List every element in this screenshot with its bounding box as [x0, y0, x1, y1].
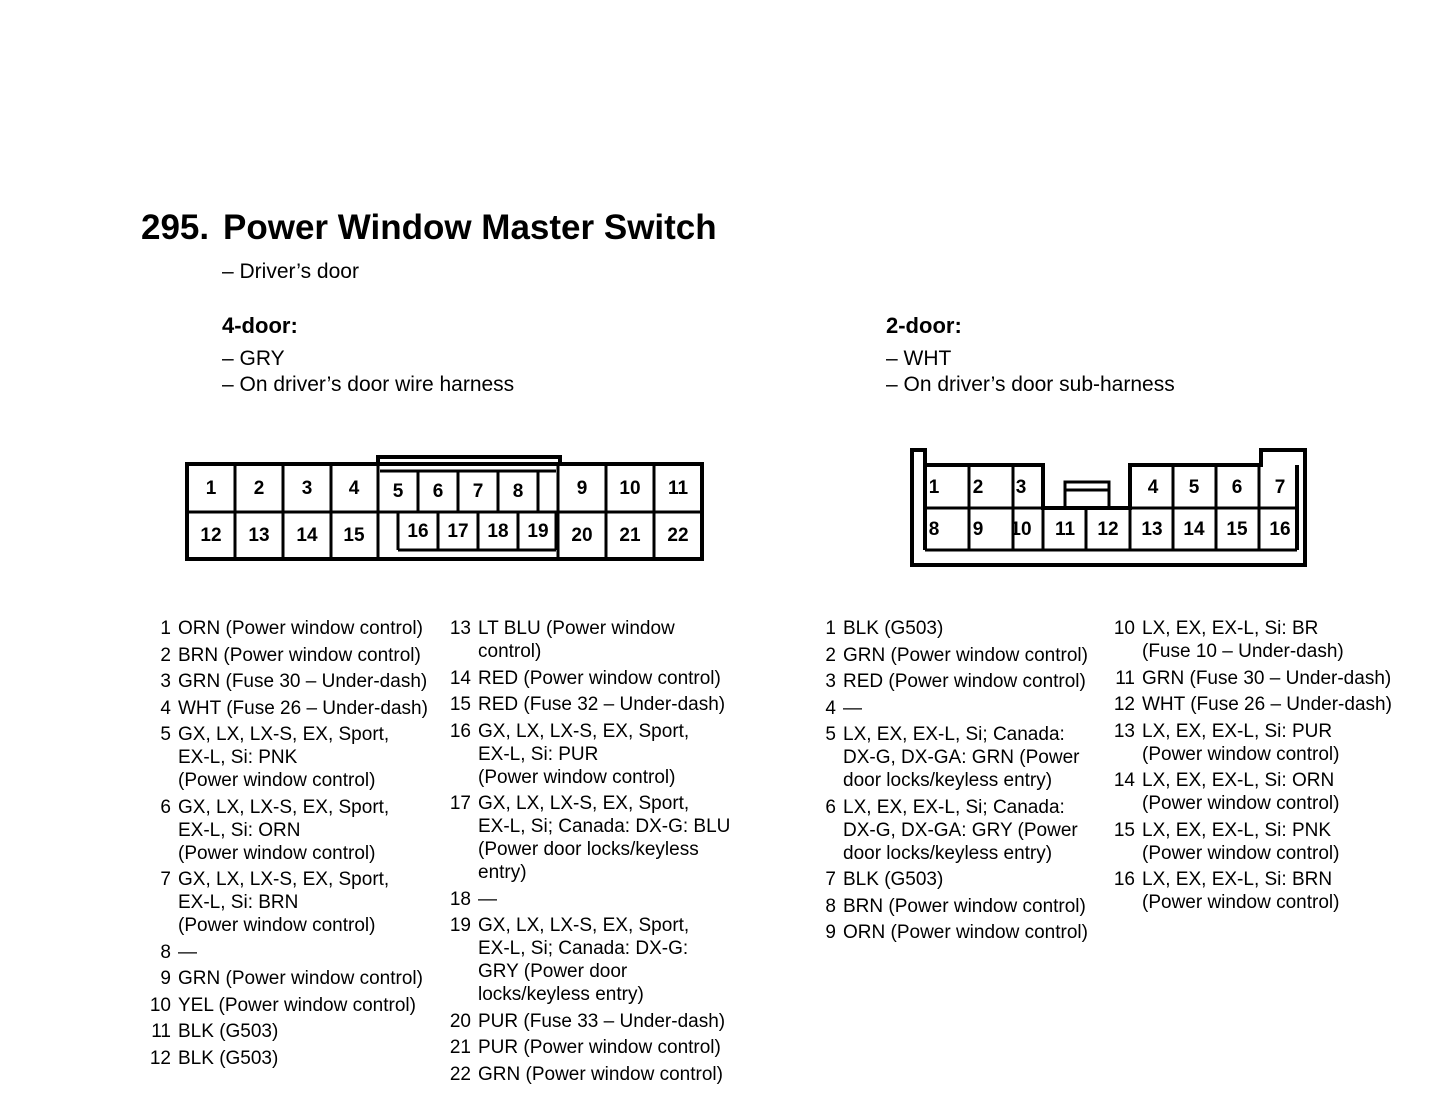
pin-row: [812, 796, 1112, 865]
pin-label: 6: [1231, 477, 1243, 498]
pin-description: LX, EX, EX-L, Si: PUR (Power window control): [1142, 720, 1340, 765]
component-name: Power Window Master Switch: [223, 208, 717, 247]
pin-label: 15: [343, 525, 365, 546]
pin-row: [812, 697, 1112, 720]
pin-number: 13: [1113, 720, 1135, 742]
pin-label: 7: [472, 481, 484, 502]
pin-row: [147, 617, 447, 640]
pin-number: 15: [1113, 819, 1135, 841]
pin-description: BRN (Power window control): [843, 895, 1086, 917]
two-door-harness: – On driver’s door sub-harness: [886, 373, 1175, 396]
pin-label: 8: [928, 519, 940, 540]
pin-label: 5: [392, 481, 404, 502]
pin-label: 3: [301, 478, 313, 499]
pin-label: 2: [253, 478, 265, 499]
pin-label: 4: [1147, 477, 1159, 498]
pin-number: 9: [825, 922, 836, 943]
pin-number: 3: [825, 671, 836, 692]
pin-description: BLK (G503): [843, 618, 944, 639]
pin-row: [147, 941, 447, 964]
pin-number: 4: [825, 697, 836, 719]
pin-number: 14: [1113, 770, 1135, 791]
pin-label: 6: [432, 481, 444, 502]
pin-label: 16: [1269, 519, 1291, 540]
four-door-connector: [180, 450, 710, 565]
pin-description: GRN (Power window control): [178, 968, 423, 989]
pin-description: RED (Power window control): [478, 667, 721, 689]
pin-description: GRN (Fuse 30 – Under-dash): [1142, 667, 1392, 689]
pin-description: GX, LX, LX-S, EX, Sport, EX-L, Si: PUR (Power window control): [478, 720, 690, 788]
pin-description: —: [478, 888, 497, 910]
pin-number: 17: [449, 793, 471, 814]
pin-description: PUR (Fuse 33 – Under-dash): [478, 1010, 726, 1032]
four-door-heading: 4-door:: [222, 313, 298, 338]
pin-row: [147, 1047, 447, 1070]
pin-row: [147, 1020, 447, 1043]
two-door-color: – WHT: [886, 347, 952, 370]
four-door-pin-list-1: [147, 617, 447, 1073]
pin-label: 13: [1141, 519, 1163, 540]
pin-description: —: [843, 697, 862, 719]
pin-number: 22: [449, 1063, 471, 1085]
pin-description: RED (Power window control): [843, 671, 1086, 692]
pin-description: ORN (Power window control): [843, 922, 1088, 943]
pin-row: [447, 1010, 747, 1033]
pin-label: 14: [1183, 519, 1205, 540]
pin-description: LX, EX, EX-L, Si: BRN (Power window control): [1142, 869, 1340, 913]
pin-label: 9: [576, 478, 588, 499]
pin-number: 20: [449, 1010, 471, 1032]
pin-description: ORN (Power window control): [178, 618, 423, 639]
pin-row: [147, 796, 447, 865]
pin-row: [147, 868, 447, 937]
pin-label: 2: [972, 477, 984, 498]
pin-label: 9: [972, 519, 984, 540]
page-title: [141, 208, 717, 248]
two-door-pin-list-2: [1111, 617, 1431, 918]
pin-row: [812, 617, 1112, 640]
pin-row: [147, 723, 447, 792]
pin-row: [1111, 769, 1431, 815]
pin-number: 3: [160, 671, 171, 692]
pin-label: 19: [527, 521, 549, 542]
pin-description: BLK (G503): [178, 1021, 279, 1042]
pin-number: 15: [449, 694, 471, 715]
pin-description: PUR (Power window control): [478, 1037, 721, 1058]
pin-number: 18: [449, 888, 471, 910]
pin-row: [447, 617, 747, 663]
pin-description: GRN (Fuse 30 – Under-dash): [178, 671, 428, 692]
pin-row: [447, 1036, 747, 1059]
pin-label: 1: [928, 477, 940, 498]
pin-number: 11: [151, 1021, 171, 1042]
pin-number: 13: [449, 618, 471, 639]
two-door-connector: [905, 440, 1315, 575]
pin-row: [147, 644, 447, 667]
pin-description: GX, LX, LX-S, EX, Sport, EX-L, Si; Canada: DX-G: BLU (Power door locks/keyless entry): [478, 793, 731, 883]
pin-description: GX, LX, LX-S, EX, Sport, EX-L, Si: BRN (Power window control): [178, 869, 390, 936]
pin-description: LT BLU (Power window control): [478, 618, 675, 662]
pin-row: [447, 667, 747, 690]
pin-number: 16: [449, 720, 471, 742]
pin-row: [147, 697, 447, 720]
pin-description: LX, EX, EX-L, Si; Canada: DX-G, DX-GA: GRY (Power door locks/keyless entry): [843, 796, 1078, 864]
pin-label: 13: [248, 525, 270, 546]
pin-description: LX, EX, EX-L, Si; Canada: DX-G, DX-GA: GRN (Power door locks/keyless entry): [843, 724, 1080, 791]
pin-description: WHT (Fuse 26 – Under-dash): [1142, 694, 1392, 715]
pin-row: [147, 994, 447, 1017]
pin-label: 1: [205, 478, 217, 499]
pin-label: 18: [487, 521, 509, 542]
component-number: 295.: [141, 208, 210, 247]
pin-number: 1: [160, 618, 171, 639]
two-door-pin-list-1: [812, 617, 1112, 948]
pin-number: 16: [1113, 869, 1135, 890]
pin-number: 10: [149, 994, 171, 1016]
pin-row: [1111, 819, 1431, 865]
pin-description: —: [178, 941, 197, 963]
location-note: – Driver’s door: [222, 260, 359, 283]
pin-row: [812, 921, 1112, 944]
pin-label: 12: [200, 525, 222, 546]
four-door-pin-list-2: [447, 617, 747, 1089]
pin-description: GRN (Power window control): [843, 644, 1088, 666]
pin-number: 12: [149, 1047, 171, 1069]
pin-description: GRN (Power window control): [478, 1063, 723, 1085]
pin-label: 3: [1015, 477, 1027, 498]
pin-row: [1111, 720, 1431, 766]
pin-number: 5: [825, 724, 836, 745]
pin-number: 7: [825, 869, 836, 890]
pin-description: WHT (Fuse 26 – Under-dash): [178, 697, 428, 719]
pin-description: BRN (Power window control): [178, 644, 421, 666]
pin-row: [812, 644, 1112, 667]
pin-number: 8: [160, 941, 171, 963]
pin-label: 17: [447, 521, 469, 542]
pin-row: [1111, 667, 1431, 690]
pin-label: 11: [667, 478, 689, 499]
pin-number: 5: [160, 724, 171, 745]
pin-label: 21: [619, 525, 641, 546]
two-door-heading: 2-door:: [886, 313, 962, 338]
pin-description: YEL (Power window control): [178, 994, 416, 1016]
pin-label: 10: [1010, 519, 1032, 540]
pin-row: [812, 895, 1112, 918]
pin-number: 14: [449, 667, 471, 689]
pin-row: [1111, 693, 1431, 716]
pin-number: 21: [449, 1037, 471, 1058]
pin-row: [812, 670, 1112, 693]
pin-number: 9: [160, 968, 171, 989]
pin-label: 11: [1054, 519, 1076, 540]
pin-row: [447, 888, 747, 911]
pin-row: [1111, 617, 1431, 663]
pin-row: [1111, 868, 1431, 914]
pin-description: GX, LX, LX-S, EX, Sport, EX-L, Si; Canada: DX-G: GRY (Power door locks/keyless entry): [478, 915, 690, 1005]
pin-number: 2: [825, 644, 836, 666]
pin-label: 10: [619, 478, 641, 499]
pin-label: 15: [1226, 519, 1248, 540]
pin-row: [447, 693, 747, 716]
pin-label: 7: [1274, 477, 1286, 498]
pin-number: 6: [825, 796, 836, 818]
pin-number: 2: [160, 644, 171, 666]
pin-label: 22: [667, 525, 689, 546]
pin-number: 12: [1113, 694, 1135, 715]
pin-number: 7: [160, 869, 171, 890]
pin-row: [447, 1063, 747, 1086]
pin-number: 8: [825, 895, 836, 917]
pin-label: 12: [1097, 519, 1119, 540]
pin-row: [812, 868, 1112, 891]
pin-number: 11: [1115, 667, 1135, 689]
pin-description: LX, EX, EX-L, Si: ORN (Power window control): [1142, 770, 1340, 814]
pin-description: GX, LX, LX-S, EX, Sport, EX-L, Si: PNK (Power window control): [178, 724, 390, 791]
pin-number: 1: [825, 618, 836, 639]
pin-number: 19: [449, 915, 471, 936]
pin-label: 5: [1188, 477, 1200, 498]
pin-description: LX, EX, EX-L, Si: BR (Fuse 10 – Under-dash): [1142, 618, 1344, 662]
pin-label: 8: [512, 481, 524, 502]
four-door-harness: – On driver’s door wire harness: [222, 373, 515, 396]
pin-row: [447, 914, 747, 1006]
pin-number: 10: [1113, 618, 1135, 639]
pin-description: BLK (G503): [178, 1047, 279, 1069]
pin-row: [447, 720, 747, 789]
pin-description: LX, EX, EX-L, Si: PNK (Power window control): [1142, 819, 1340, 864]
pin-row: [147, 967, 447, 990]
pin-label: 20: [571, 525, 593, 546]
pin-row: [812, 723, 1112, 792]
pin-number: 4: [160, 697, 171, 719]
pin-row: [147, 670, 447, 693]
pin-description: BLK (G503): [843, 869, 944, 890]
four-door-color: – GRY: [222, 347, 285, 370]
pin-label: 16: [407, 521, 429, 542]
pin-description: GX, LX, LX-S, EX, Sport, EX-L, Si: ORN (Power window control): [178, 796, 390, 864]
pin-number: 6: [160, 796, 171, 818]
pin-label: 14: [296, 525, 318, 546]
pin-label: 4: [348, 478, 360, 499]
pin-description: RED (Fuse 32 – Under-dash): [478, 694, 726, 715]
pin-row: [447, 792, 747, 884]
